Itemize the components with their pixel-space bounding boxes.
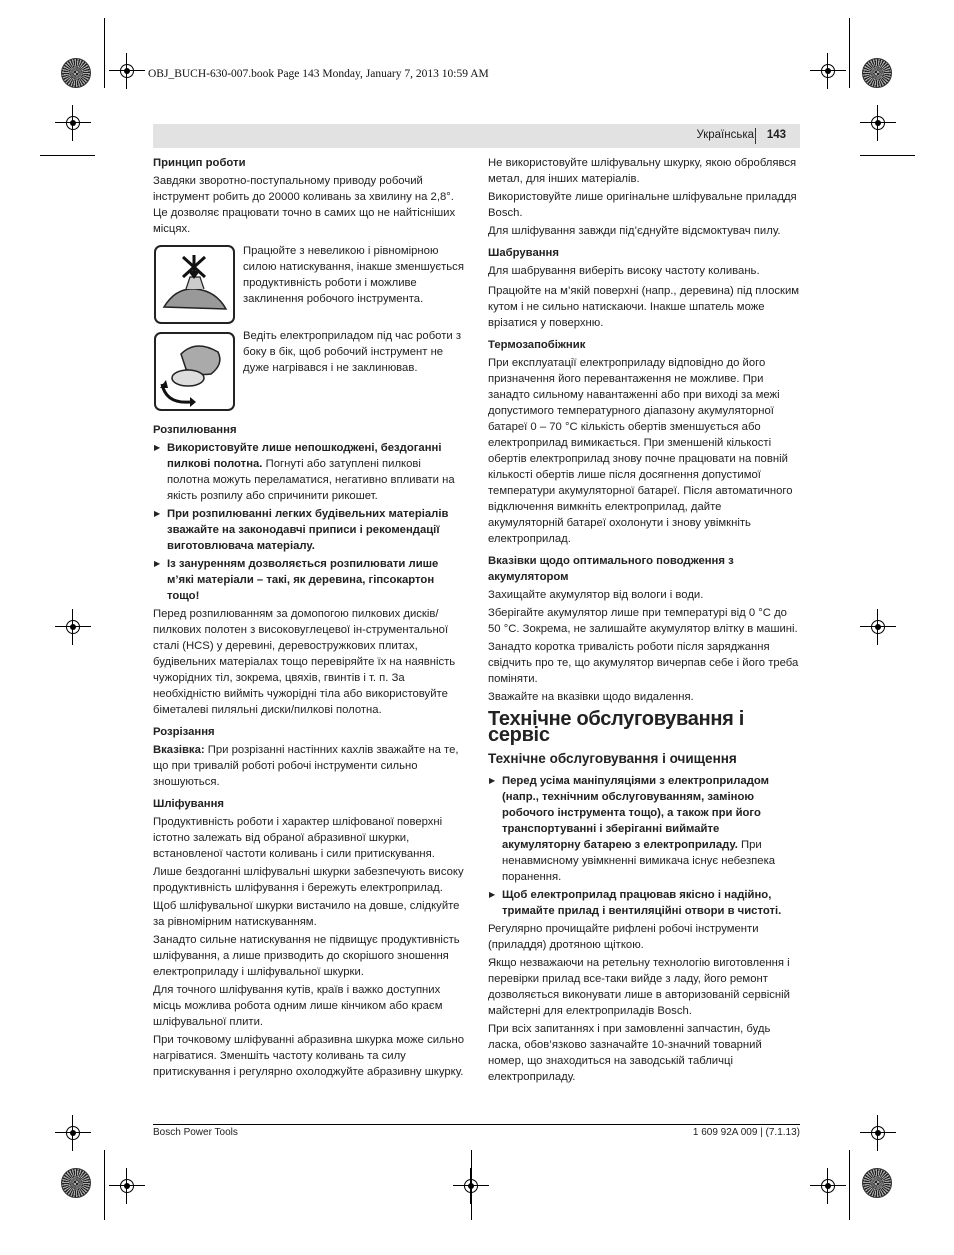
grinding-text-2: Лише бездоганні шліфувальні шкурки забезпечують високу продуктивність шліфування і бережуть електроприлад. [153, 866, 464, 894]
grinding-text-6: При точковому шліфуванні абразивна шкурка може сильно нагріватися. Зменшіть частоту коливань та силу притискування і регулярно охолоджуйте абразивну шкурку. [153, 1034, 465, 1078]
maintenance-text-2: Якщо незважаючи на ретельну технологію виготовлення і перевірки прилад все-таки вийде з ладу, його ремонт дозволяється виконувати лише в авторизованій сервісній майстерні для електроприладів Bosch. [488, 957, 790, 1017]
tip-side-motion-text: Ведіть електроприладом під час роботи з боку в бік, щоб робочий інструмент не дуже нагрівався і не заклинював. [243, 330, 462, 374]
maintenance-text-3: При всіх запитаннях і при замовленні запчастин, будь ласка, обов’язково зазначайте 10-значний товарний номер, що знаходиться на заводській табличці електроприладу. [488, 1023, 771, 1083]
pressure-icon [156, 247, 233, 322]
scraping-text-1: Для шабрування виберіть високу частоту коливань. [488, 265, 760, 277]
thermal-text: При експлуатації електроприладу відповідно до його призначення його перевантаження не можливе. При занадто сильному навантаженні або при виході за межі допустимого температурного діапазону акумуляторної батареї 0 – 70 °C кількість обертів зменшується або електроприлад вимикається. При зменшеній кількості обертів електроприлад знову почне працювати на повній кількості обертів лише після досягнення допустимої температури акумуляторної батареї. Після автоматичного відключення вимкніть електроприлад, дайте акумуляторній батареї охолонути і знову увімкніть електроприлад. [488, 357, 793, 545]
trim-line [849, 1150, 850, 1220]
battery-text-1: Захищайте акумулятор від вологи і води. [488, 589, 704, 601]
battery-text-3: Занадто коротка тривалість роботи після заряджання свідчить про те, що акумулятор вичерпав себе і його треба поміняти. [488, 641, 799, 685]
trim-line [849, 18, 850, 88]
right-column [488, 155, 800, 1087]
registration-rosette-icon [61, 58, 91, 88]
grinding-text-3: Щоб шліфувальної шкурки вистачило на довше, слідкуйте за рівномірним натискуванням. [153, 900, 460, 928]
grinding-text-4: Занадто сильне натискування не підвищує продуктивність шліфування, а лише призводить до скорішого зношення електроприладу і шліфувальної шкурки. [153, 934, 460, 978]
crosshair-mark-icon [860, 105, 896, 141]
grinding-text-5: Для точного шліфування кутів, країв і важко доступних місць можлива робота одним лише кінчиком або краєм шліфувальної плити. [153, 984, 443, 1028]
service-heading: Технічне обслуговування і сервіс [488, 708, 745, 746]
grinding-text-7: Не використовуйте шліфувальну шкурку, якою оброблявся метал, для інших матеріалів. [488, 157, 797, 185]
page-number: 143 [766, 129, 786, 141]
crosshair-mark-icon [55, 1115, 91, 1151]
print-slug: OBJ_BUCH-630-007.book Page 143 Monday, January 7, 2013 10:59 AM [148, 68, 489, 80]
battery-text-2: Зберігайте акумулятор лише при температурі від 0 °C до 50 °C. Зокрема, не залишайте акумулятор влітку в машині. [488, 607, 798, 635]
scraping-text-2: Працюйте на м’якій поверхні (напр., деревина) під плоским кутом і не сильно натискаючи. Інакше шпатель може врізатися у поверхню. [488, 285, 800, 329]
sawing-text: Перед розпилюванням за домопогою пилкових дисків/пилкових полотен з високовуглецевої ін-струментальної сталі (HCS) у деревині, деревостружкових плитах, будівельних матеріалах тощо перевіряйте їх на наявність чужорідних тіл, зокрема, цвяхів, гвинтів і т. п. За необхідністю вийміть чужорідні тіла або використовуйте біметалеві пиляльні диски/пилкові полотна. [153, 608, 456, 716]
trim-line [860, 155, 915, 156]
crosshair-mark-icon [55, 105, 91, 141]
header-language: Українська [696, 129, 755, 141]
crosshair-mark-icon [109, 53, 145, 89]
sawing-bullet-1: ▶ Використовуйте лише непошкоджені, бездоганні пилкові полотна. Погнуті або затуплені пилкові полотна можуть переламатися, негативно впливати на якість розпилу або спричинити рикошет. [153, 440, 465, 504]
footer-brand: Bosch Power Tools [153, 1127, 238, 1138]
maintenance-bullet-1: ▶ Перед усіма маніпуляціями з електроприладом (напр., технічним обслуговуванням, заміною робочого інструмента тощо), а також при його транспортуванні і зберіганні виймайте акумуляторну батарею з електроприладу. При ненавмисному увімкненні вимикача існує небезпека поранення. [488, 773, 800, 885]
crosshair-mark-icon [810, 53, 846, 89]
crosshair-mark-icon [860, 609, 896, 645]
side-motion-icon [156, 334, 233, 409]
left-column-top [153, 155, 465, 239]
section-title-thermal: Термозапобіжник [488, 339, 586, 351]
principle-text: Завдяки зворотно-поступальному приводу робочий інструмент робить до 20000 коливань за хвилину на 2,8°. Це дозволяє працювати точно в самих що не найтісніших місцях. [153, 175, 456, 235]
registration-rosette-icon [61, 1168, 91, 1198]
cutting-note: Вказівка: При розрізанні настінних кахлів зважайте на те, що при тривалій роботі робочі інструменти сильно зношуються. [153, 744, 459, 788]
section-title-battery: Вказівки щодо оптимального поводження з акумулятором [488, 555, 734, 583]
page-header [153, 124, 800, 148]
maintenance-bullet-2: ▶ Щоб електроприлад працював якісно і надійно, тримайте прилад і вентиляційні отвори в чистоті. [488, 887, 800, 919]
grinding-text-9: Для шліфування завжди під’єднуйте відсмоктувач пилу. [488, 225, 781, 237]
footer-doc-number: 1 609 92A 009 | (7.1.13) [692, 1127, 800, 1138]
maintenance-heading: Технічне обслуговування і очищення [488, 751, 737, 766]
registration-rosette-icon [862, 1168, 892, 1198]
section-title-grinding: Шліфування [153, 798, 225, 810]
tip-pressure-text: Працюйте з невеликою і рівномірною силою натискування, інакше зменшується продуктивність роботи і можливе заклинення робочого інструмента. [243, 245, 464, 305]
section-title-sawing: Розпилювання [153, 424, 237, 436]
left-column-bottom [153, 422, 465, 1082]
crosshair-mark-icon [109, 1168, 145, 1204]
crosshair-mark-icon [860, 1115, 896, 1151]
trim-line [40, 155, 95, 156]
trim-line [471, 1150, 472, 1220]
header-text [696, 129, 786, 141]
section-title-scraping: Шабрування [488, 247, 559, 259]
sawing-bullet-3: ▶ Із зануренням дозволяється розпилювати лише м’які матеріали – такі, як деревина, гіпсокартон тощо! [153, 556, 465, 604]
pressure-illustration [154, 245, 235, 324]
crosshair-mark-icon [810, 1168, 846, 1204]
section-title-principle: Принцип роботи [153, 157, 246, 169]
registration-rosette-icon [862, 58, 892, 88]
trim-line [104, 1150, 105, 1220]
maintenance-text-1: Регулярно прочищайте рифлені робочі інструменти (приладдя) дротяною щіткою. [488, 923, 759, 951]
footer-rule [153, 1124, 800, 1125]
grinding-text-1: Продуктивність роботи і характер шліфованої поверхні істотно залежать від обраної абразивної шкурки, встановленої частоти коливань і сили притискування. [153, 816, 443, 860]
grinding-text-8: Використовуйте лише оригінальне шліфувальне приладдя Bosch. [488, 191, 797, 219]
battery-text-4: Зважайте на вказівки щодо видалення. [488, 691, 694, 703]
crosshair-mark-icon [55, 609, 91, 645]
section-title-cutting: Розрізання [153, 726, 215, 738]
side-motion-illustration [154, 332, 235, 411]
trim-line [104, 18, 105, 88]
sawing-bullet-2: ▶ При розпилюванні легких будівельних матеріалів зважайте на законодавчі приписи і рекомендації виготовлювача матеріалу. [153, 506, 465, 554]
